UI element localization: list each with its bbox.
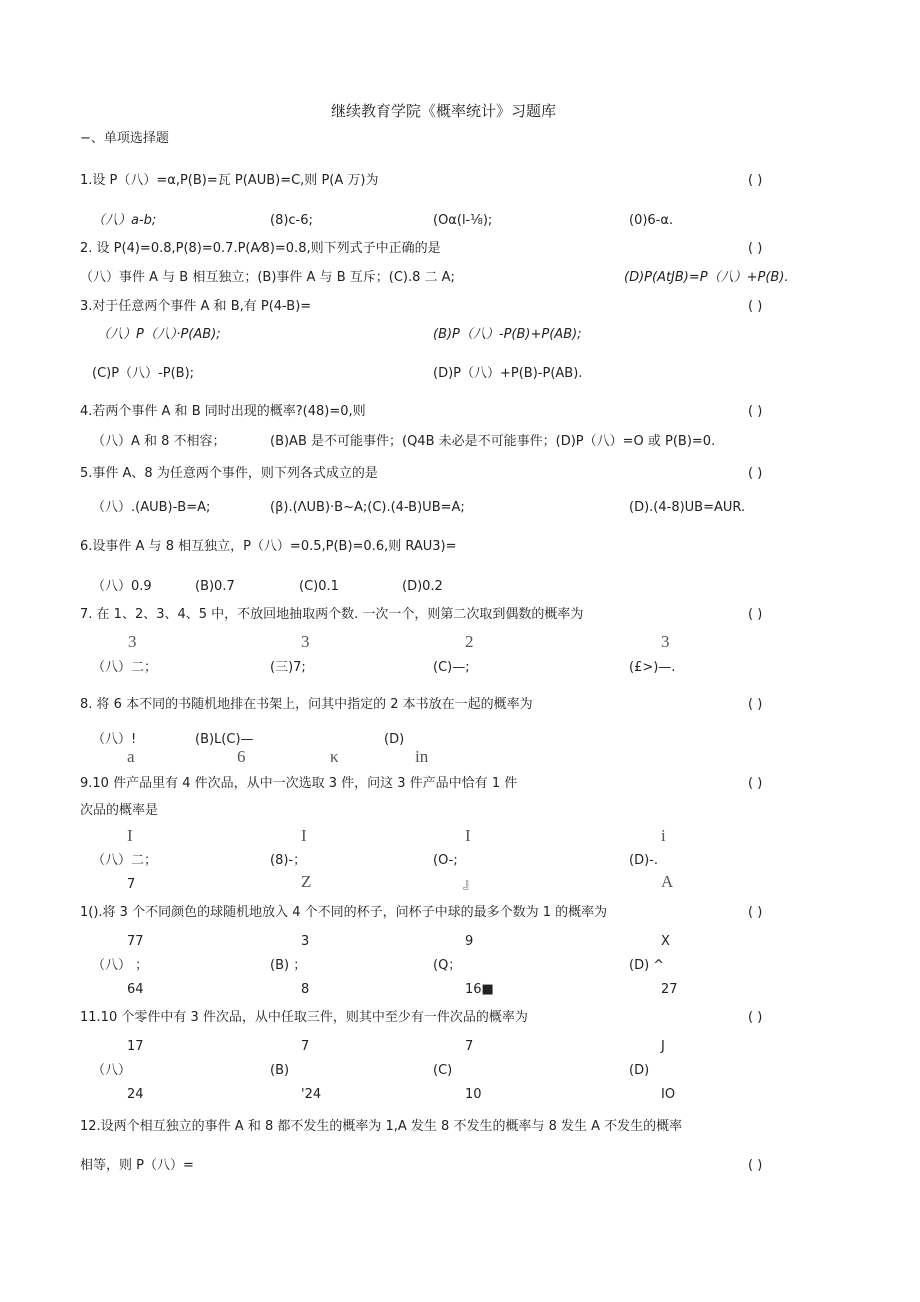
question-9-denominator-c: 』 xyxy=(463,877,477,892)
question-6-stem: 6.设事件 A 与 8 相互独立，P（八）=0.5,P(B)=0.6,则 RAU3)= xyxy=(80,539,457,554)
question-10-option-d: (D) ^ xyxy=(629,958,665,973)
question-7-numerator-b: 3 xyxy=(301,632,310,651)
question-10-option-c: (Q； xyxy=(433,958,462,973)
question-11-denominator-d: IO xyxy=(661,1087,676,1102)
question-8-denominator-d: in xyxy=(415,747,429,766)
question-10-option-b: (B) ； xyxy=(270,958,307,973)
question-1-answer-blank: ( ) xyxy=(748,173,763,188)
question-4-stem: 4.若两个事件 A 和 B 同时出现的概率?(48)=0,则 xyxy=(80,404,366,419)
question-7-option-c: (C)—; xyxy=(433,660,470,675)
question-9-stem-continued: 次品的概率是 xyxy=(80,803,159,818)
question-8-option-d: (D) xyxy=(384,732,405,747)
question-4-option-a: （八）A 和 8 不相容； xyxy=(92,434,226,449)
question-3-option-b: (B)P（八）-P(B)+P(AB); xyxy=(433,327,582,342)
question-7-option-d: (£>)—. xyxy=(629,660,676,675)
question-8-denominator-a: a xyxy=(127,747,135,766)
question-9-answer-blank: ( ) xyxy=(748,776,763,791)
question-9-denominator-a: 7 xyxy=(127,877,136,892)
question-3-option-a: （八）P（八）·P(AB); xyxy=(97,327,221,342)
question-11-option-d: (D) xyxy=(629,1063,650,1078)
question-7-numerator-a: 3 xyxy=(128,632,137,651)
question-3-stem: 3.对于任意两个事件 A 和 B,有 P(4-B)= xyxy=(80,299,312,314)
question-9-denominator-b: Z xyxy=(301,872,312,891)
question-1-stem: 1.设 P（八）=α,P(B)=瓦 P(AUB)=C,则 P(A 万)为 xyxy=(80,173,379,188)
question-10-numerator-a: 77 xyxy=(127,934,144,949)
question-8-stem: 8. 将 6 本不同的书随机地排在书架上，问其中指定的 2 本书放在一起的概率为 xyxy=(80,697,533,712)
question-7-numerator-d: 3 xyxy=(661,632,670,651)
question-1-option-a: （八）a-b; xyxy=(92,213,157,228)
question-11-numerator-a: 17 xyxy=(127,1039,144,1054)
question-6-option-c: (C)0.1 xyxy=(299,579,339,594)
question-10-answer-blank: ( ) xyxy=(748,905,763,920)
question-2-stem: 2. 设 P(4)=0.8,P(8)=0.7.P(A⁄8)=0.8,则下列式子中正确的是 xyxy=(80,241,441,256)
question-7-option-b: (三)7; xyxy=(270,660,306,675)
question-9-option-d: (D)-. xyxy=(629,853,658,868)
question-12-stem-continued: 相等，则 P（八）= xyxy=(80,1158,194,1173)
question-7-option-a: （八）二； xyxy=(92,660,158,675)
question-8-denominator-c: κ xyxy=(330,747,339,766)
question-10-stem: 1().将 3 个不同颜色的球随机地放入 4 个不同的杯子，问杯子中球的最多个数为 1 的概率为 xyxy=(80,905,608,920)
question-11-denominator-b: '24 xyxy=(301,1087,322,1102)
question-8-options-bc: (B)L(C)— xyxy=(195,732,254,747)
question-5-option-d: (D).(4-8)UB=AUR. xyxy=(629,500,746,515)
question-10-denominator-d: 27 xyxy=(661,982,678,997)
question-2-answer-blank: ( ) xyxy=(748,241,763,256)
question-11-answer-blank: ( ) xyxy=(748,1010,763,1025)
question-5-stem: 5.事件 A、8 为任意两个事件，则下列各式成立的是 xyxy=(80,466,378,481)
question-9-numerator-d: i xyxy=(661,826,666,845)
question-11-denominator-a: 24 xyxy=(127,1087,144,1102)
question-12-answer-blank: ( ) xyxy=(748,1158,763,1173)
question-8-answer-blank: ( ) xyxy=(748,697,763,712)
question-11-option-a: （八） xyxy=(92,1063,132,1078)
question-9-denominator-d: A xyxy=(661,872,674,891)
question-12-stem: 12.设两个相互独立的事件 A 和 8 都不发生的概率为 1,A 发生 8 不发生的概率与 8 发生 A 不发生的概率 xyxy=(80,1119,683,1134)
question-1-option-d: (0)6-α. xyxy=(629,213,674,228)
question-4-options-bcd: (B)AB 是不可能事件；(Q4B 未必是不可能事件；(D)P（八）=O 或 P(B)=0. xyxy=(270,434,716,449)
question-4-answer-blank: ( ) xyxy=(748,404,763,419)
question-10-option-a: （八） ； xyxy=(92,958,149,973)
question-9-numerator-a: I xyxy=(127,826,133,845)
question-10-denominator-c: 16■ xyxy=(465,982,494,997)
question-11-option-b: (B) xyxy=(270,1063,290,1078)
question-6-option-a: （八）0.9 xyxy=(92,579,152,594)
question-9-option-c: (O-; xyxy=(433,853,458,868)
question-1-option-b: (8)c-6; xyxy=(270,213,313,228)
question-3-option-d: (D)P（八）+P(B)-P(AB). xyxy=(433,366,583,381)
question-3-option-c: (C)P（八）-P(B); xyxy=(92,366,195,381)
question-11-denominator-c: 10 xyxy=(465,1087,482,1102)
question-1-option-c: (Oα(l-⅛); xyxy=(433,213,493,228)
question-7-stem: 7. 在 1、2、3、4、5 中，不放回地抽取两个数. 一次一个，则第二次取到偶数的概率为 xyxy=(80,607,584,622)
question-2-options-abc: （八）事件 A 与 B 相互独立；(B)事件 A 与 B 互斥；(C).8 二 A; xyxy=(80,270,455,285)
question-6-option-d: (D)0.2 xyxy=(402,579,443,594)
question-7-numerator-c: 2 xyxy=(465,632,474,651)
question-10-denominator-b: 8 xyxy=(301,982,310,997)
question-3-answer-blank: ( ) xyxy=(748,299,763,314)
question-9-option-b: (8)-； xyxy=(270,853,307,868)
question-11-option-c: (C) xyxy=(433,1063,453,1078)
question-6-option-b: (B)0.7 xyxy=(195,579,235,594)
question-10-numerator-b: 3 xyxy=(301,934,310,949)
question-9-option-a: （八）二； xyxy=(92,853,158,868)
question-11-numerator-d: J xyxy=(661,1039,665,1054)
question-8-denominator-b: 6 xyxy=(237,747,246,766)
question-5-option-a: （八）.(AUB)-B=A; xyxy=(92,500,211,515)
question-2-option-d: (D)P(AtJB)=P（八）+P(B). xyxy=(624,270,789,285)
question-11-stem: 11.10 个零件中有 3 件次品，从中任取三件，则其中至少有一件次品的概率为 xyxy=(80,1010,528,1025)
question-9-stem: 9.10 件产品里有 4 件次品，从中一次选取 3 件，问这 3 件产品中恰有 1 件 xyxy=(80,776,518,791)
question-10-denominator-a: 64 xyxy=(127,982,144,997)
section-heading: −、单项选择题 xyxy=(80,131,169,146)
question-10-numerator-d: X xyxy=(661,934,670,949)
question-8-option-a: （八）! xyxy=(92,732,137,747)
question-11-numerator-c: 7 xyxy=(465,1039,474,1054)
question-9-numerator-c: I xyxy=(465,826,471,845)
question-7-answer-blank: ( ) xyxy=(748,607,763,622)
question-9-numerator-b: I xyxy=(301,826,307,845)
question-5-options-bc: (β).(ΛUB)·B~A;(C).(4-B)UB=A; xyxy=(270,500,465,515)
page-title: 继续教育学院《概率统计》习题库 xyxy=(331,102,557,120)
question-5-answer-blank: ( ) xyxy=(748,466,763,481)
question-10-numerator-c: 9 xyxy=(465,934,474,949)
question-11-numerator-b: 7 xyxy=(301,1039,310,1054)
